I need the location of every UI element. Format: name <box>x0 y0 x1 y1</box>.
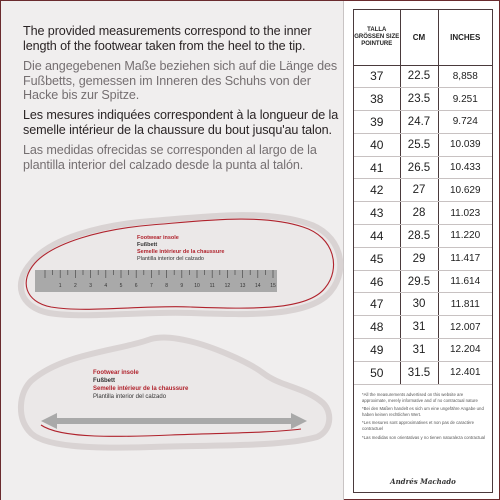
cell-cm: 28 <box>400 202 438 225</box>
table-row <box>354 133 492 156</box>
cell-cm: 31 <box>400 339 438 362</box>
measurement-info-panel <box>1 1 344 500</box>
label-semelle: Semelle intérieur de la chaussure <box>93 386 189 392</box>
ruler-number: 15 <box>270 283 276 289</box>
label-fussbett: Fußbett <box>93 378 115 384</box>
cell-cm: 22.5 <box>400 65 438 88</box>
cell-inches: 8,858 <box>438 65 492 88</box>
table-row <box>354 361 492 384</box>
description-german: Die angegebenen Maße beziehen sich auf die Länge des Fußbetts, gemessen im Inneren des Schuhs von der Hacke bis zur Spitze. <box>23 59 338 103</box>
cell-size: 38 <box>354 88 400 111</box>
label-plantilla: Plantilla interior del calzado <box>137 256 204 262</box>
ruler-number: 6 <box>134 283 138 289</box>
ruler-number: 12 <box>224 283 231 289</box>
cell-size: 50 <box>354 361 400 384</box>
cell-size: 37 <box>354 65 400 88</box>
label-semelle: Semelle intérieur de la chaussure <box>137 249 225 255</box>
cell-cm: 31.5 <box>400 361 438 384</box>
ruler-numbers <box>59 283 276 289</box>
ruler-number: 11 <box>209 283 215 289</box>
ruler-number: 1 <box>58 283 62 289</box>
ruler-number: 10 <box>194 283 200 289</box>
insole-label-side <box>93 369 188 401</box>
note-french: *Les mesures sont approximatives et non pas de caractère contractuel <box>362 420 475 431</box>
cell-size: 45 <box>354 247 400 270</box>
label-fussbett: Fußbett <box>137 242 158 248</box>
cell-inches: 10.039 <box>438 133 492 156</box>
cell-inches: 9.251 <box>438 88 492 111</box>
description-english: The provided measurements correspond to the inner length of the footwear taken from the heel to the tip. <box>23 24 312 53</box>
table-row <box>354 111 492 134</box>
description-french: Les mesures indiquées correspondent à la longueur de la semelle intérieur de la chaussure du bout jusqu'au talon. <box>23 108 339 137</box>
cell-cm: 27 <box>400 179 438 202</box>
label-plantilla: Plantilla interior del calzado <box>93 394 167 400</box>
ruler-number: 7 <box>150 283 153 289</box>
cell-cm: 29.5 <box>400 270 438 293</box>
cell-cm: 30 <box>400 293 438 316</box>
cell-inches: 11.811 <box>438 293 492 316</box>
cell-inches: 10.433 <box>438 156 492 179</box>
label-footwear-insole: Footwear insole <box>137 235 179 241</box>
header-cm: CM <box>400 10 438 65</box>
cell-cm: 23.5 <box>400 88 438 111</box>
table-row <box>354 156 492 179</box>
cell-inches: 11.417 <box>438 247 492 270</box>
size-table-body <box>354 65 492 384</box>
cell-size: 44 <box>354 225 400 248</box>
cell-inches: 11.220 <box>438 225 492 248</box>
brand-signature: Andrés Machado <box>390 477 456 486</box>
table-row <box>354 225 492 248</box>
cell-inches: 12.204 <box>438 339 492 362</box>
cell-cm: 26.5 <box>400 156 438 179</box>
label-footwear-insole: Footwear insole <box>93 370 139 376</box>
cell-inches: 11.614 <box>438 270 492 293</box>
cell-size: 43 <box>354 202 400 225</box>
ruler-number: 2 <box>74 283 77 289</box>
cell-cm: 29 <box>400 247 438 270</box>
description-spanish: Las medidas ofrecidas se corresponden al largo de la plantilla interior del calzado desde la punta al talón. <box>23 143 317 172</box>
ruler-number: 9 <box>180 283 184 289</box>
note-german: *Bei den Maßen handelt es sich um eine ungefähre Angabe und haben keinen rechtlichen Wert. <box>362 406 484 417</box>
cell-size: 42 <box>354 179 400 202</box>
cell-size: 39 <box>354 111 400 134</box>
ruler-number: 8 <box>165 283 168 289</box>
note-spanish: *Las medidas son orientativas y no tienen naturaleza contractual <box>362 434 486 440</box>
disclaimer-notes <box>362 392 488 443</box>
cell-size: 47 <box>354 293 400 316</box>
size-chart-panel <box>353 9 493 493</box>
cell-inches: 9.724 <box>438 111 492 134</box>
table-row <box>354 179 492 202</box>
insole-label-top <box>137 235 224 263</box>
cell-size: 49 <box>354 339 400 362</box>
table-header-row <box>354 10 492 65</box>
header-size: TALLA GRÖSSEN SIZE POINTURE <box>354 10 400 65</box>
cell-size: 48 <box>354 316 400 339</box>
cell-cm: 24.7 <box>400 111 438 134</box>
cell-size: 41 <box>354 156 400 179</box>
table-row <box>354 316 492 339</box>
note-english: *All the measurements advertised on this website are approximate, merely informative and of no contractual nature <box>362 392 478 403</box>
table-row <box>354 339 492 362</box>
table-row <box>354 247 492 270</box>
cell-size: 46 <box>354 270 400 293</box>
ruler-number: 4 <box>104 283 108 289</box>
ruler-number: 3 <box>89 283 92 289</box>
table-row <box>354 88 492 111</box>
header-inches: INCHES <box>438 10 492 65</box>
ruler-number: 5 <box>119 283 123 289</box>
cell-size: 40 <box>354 133 400 156</box>
cell-cm: 31 <box>400 316 438 339</box>
ruler-number: 13 <box>239 283 246 289</box>
table-row <box>354 270 492 293</box>
cell-inches: 11.023 <box>438 202 492 225</box>
cell-inches: 12.007 <box>438 316 492 339</box>
table-row <box>354 293 492 316</box>
table-row <box>354 65 492 88</box>
cell-inches: 12.401 <box>438 361 492 384</box>
table-row <box>354 202 492 225</box>
ruler-number: 14 <box>255 283 261 289</box>
cell-inches: 10.629 <box>438 179 492 202</box>
insole-outline-top <box>21 215 340 315</box>
cell-cm: 25.5 <box>400 133 438 156</box>
cell-cm: 28.5 <box>400 225 438 248</box>
size-table <box>354 10 492 385</box>
